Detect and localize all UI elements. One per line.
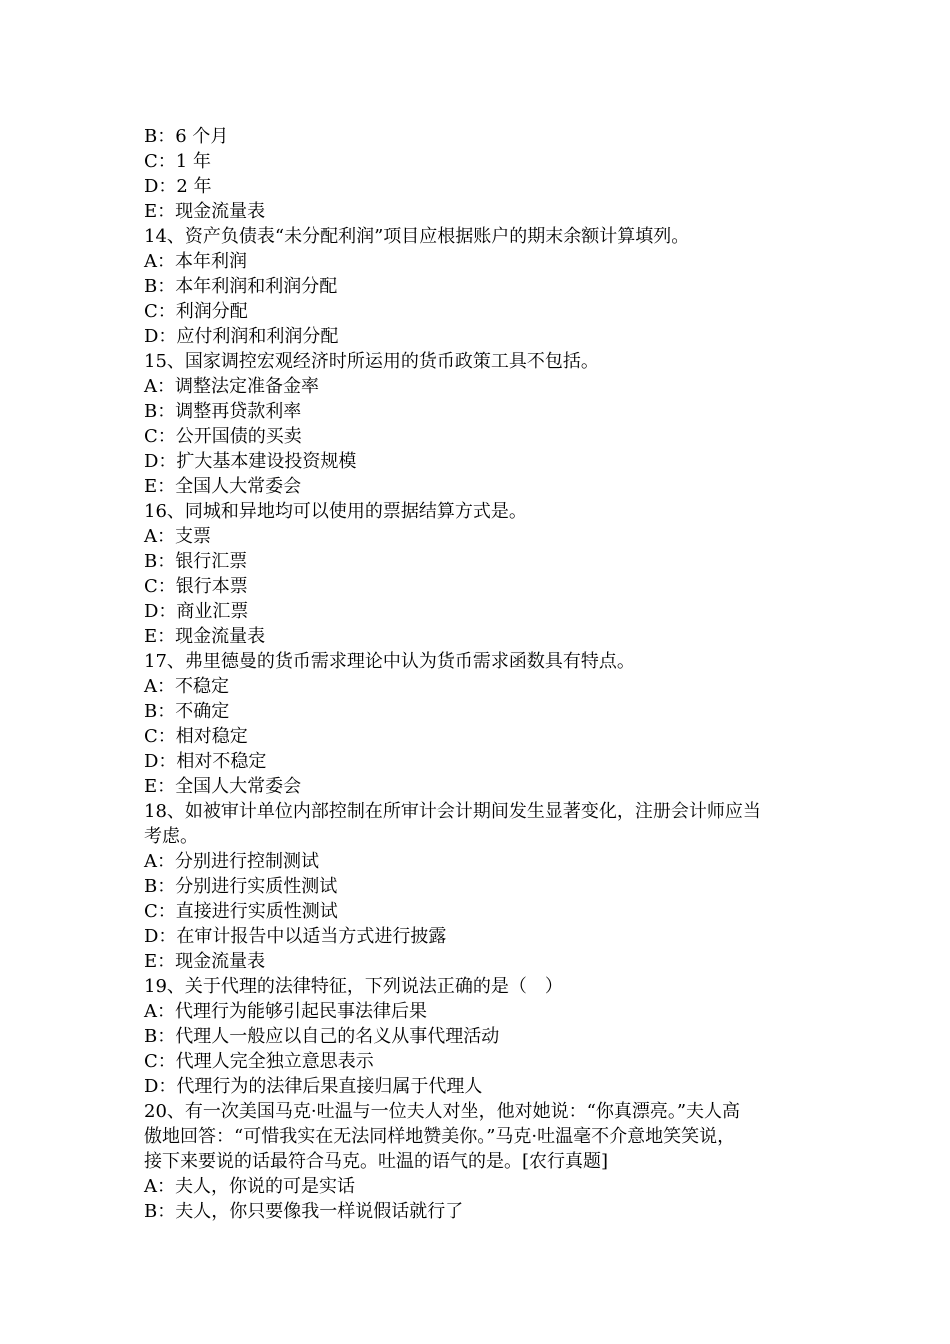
option-line: A：分别进行控制测试: [144, 851, 319, 872]
option-line: B：夫人，你只要像我一样说假话就行了: [144, 1201, 464, 1222]
question-line: 16、同城和异地均可以使用的票据结算方式是。: [144, 501, 527, 522]
question-text-block: [144, 124, 824, 1224]
option-line: D：2 年: [144, 176, 212, 197]
option-line: D：商业汇票: [144, 601, 249, 622]
option-line: B：银行汇票: [144, 551, 248, 572]
option-line: A：不稳定: [144, 676, 229, 697]
question-line: 17、弗里德曼的货币需求理论中认为货币需求函数具有特点。: [144, 651, 635, 672]
option-line: A：代理行为能够引起民事法律后果: [144, 1001, 427, 1022]
option-line: B：不确定: [144, 701, 230, 722]
option-line: D：应付利润和利润分配: [144, 326, 339, 347]
option-line: C：银行本票: [144, 576, 248, 597]
option-line: E：现金流量表: [144, 626, 266, 647]
option-line: D：代理行为的法律后果直接归属于代理人: [144, 1076, 483, 1097]
option-line: A：调整法定准备金率: [144, 376, 319, 397]
question-line-continued: 考虑。: [144, 826, 198, 847]
option-line: B：调整再贷款利率: [144, 401, 302, 422]
question-line: 19、关于代理的法律特征，下列说法正确的是（ ）: [144, 976, 563, 997]
option-line: C：1 年: [144, 151, 211, 172]
option-line: E：现金流量表: [144, 951, 266, 972]
option-line: E：现金流量表: [144, 201, 266, 222]
option-line: C：相对稳定: [144, 726, 248, 747]
option-line: E：全国人大常委会: [144, 476, 302, 497]
option-line: D：扩大基本建设投资规模: [144, 451, 357, 472]
option-line: C：公开国债的买卖: [144, 426, 302, 447]
question-line-continued: 傲地回答：“可惜我实在无法同样地赞美你。”马克·吐温毫不介意地笑笑说，: [144, 1126, 736, 1147]
option-line: B：分别进行实质性测试: [144, 876, 338, 897]
option-line: C：代理人完全独立意思表示: [144, 1051, 374, 1072]
question-line: 15、国家调控宏观经济时所运用的货币政策工具不包括。: [144, 351, 599, 372]
option-line: D：相对不稳定: [144, 751, 267, 772]
option-line: A：本年利润: [144, 251, 247, 272]
question-line: 14、资产负债表“未分配利润”项目应根据账户的期末余额计算填列。: [144, 226, 690, 247]
option-line: B：代理人一般应以自己的名义从事代理活动: [144, 1026, 500, 1047]
question-line: 20、有一次美国马克·吐温与一位夫人对坐，他对她说：“你真漂亮。”夫人高: [144, 1101, 741, 1122]
option-line: A：支票: [144, 526, 211, 547]
option-line: E：全国人大常委会: [144, 776, 302, 797]
option-line: A：夫人，你说的可是实话: [144, 1176, 355, 1197]
option-line: D：在审计报告中以适当方式进行披露: [144, 926, 447, 947]
option-line: B：本年利润和利润分配: [144, 276, 338, 297]
question-line-continued: 接下来要说的话最符合马克。吐温的语气的是。[农行真题]: [144, 1151, 609, 1172]
option-line: B：6 个月: [144, 126, 229, 147]
option-line: C：直接进行实质性测试: [144, 901, 338, 922]
option-line: C：利润分配: [144, 301, 248, 322]
question-line: 18、如被审计单位内部控制在所审计会计期间发生显著变化，注册会计师应当: [144, 801, 761, 822]
